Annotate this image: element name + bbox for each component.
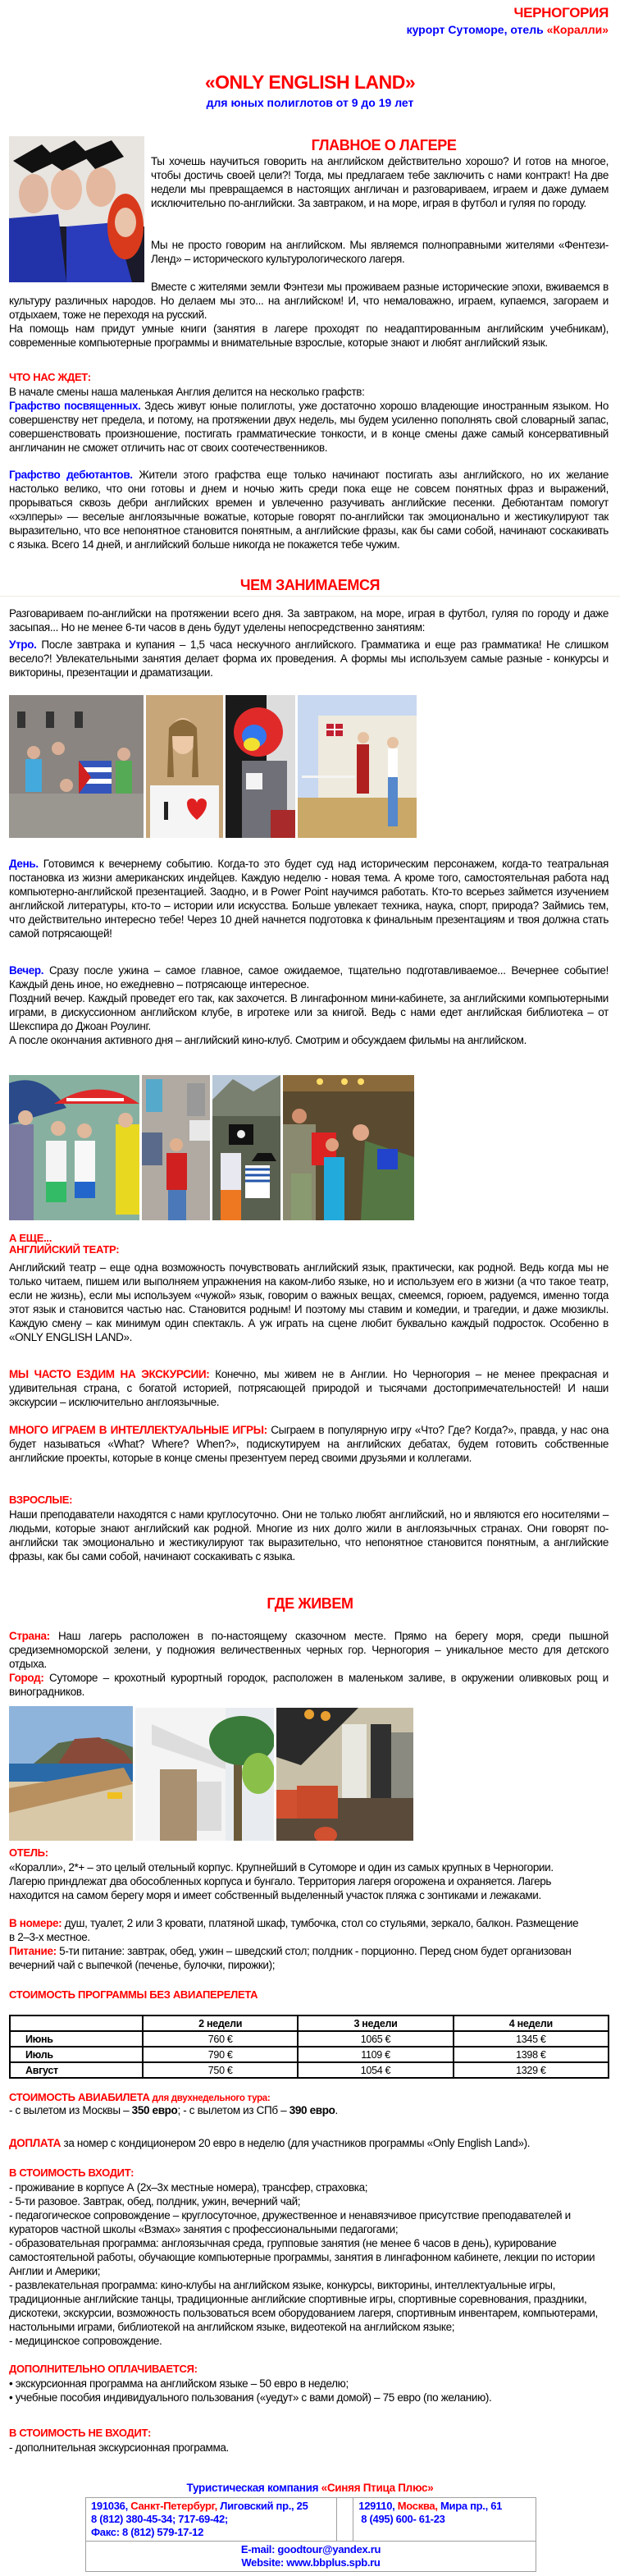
photo-montenegro-image	[146, 695, 223, 838]
county-initiated	[9, 399, 609, 455]
beach-umbrellas-photo	[9, 1706, 133, 1841]
group-with-flag-photo	[9, 695, 144, 838]
photo-star-image	[142, 1075, 210, 1220]
about-title: ГЛАВНОЕ О ЛАГЕРЕ	[311, 137, 457, 153]
county-initiated-label: Графство посвященных.	[9, 400, 141, 412]
hotel-building-palm-photo	[135, 1708, 274, 1841]
price-row	[10, 2047, 609, 2062]
excursions-label: МЫ ЧАСТО ЕЗДИМ НА ЭКСКУРСИИ:	[9, 1368, 210, 1380]
late-evening-paragraph: Поздний вечер. Каждый проведет его так, как захочется. В лингафонном мини-кабинете, за английскими компьютерными играми, в дискуссионном английском клубе, в игротеке или за книгой. Ведь с нами едет английская библиотека – от Шекспира до Джоан Роулинг.	[9, 992, 609, 1032]
spb-address	[91, 2500, 331, 2513]
msk-street: Мира пр., 61	[437, 2500, 503, 2512]
room-text: душ, туалет, 2 или 3 кровати, платяной шкаф, тумбочка, стол со стульями, зеркало, балкон. Размещение в 2–3-х местное.	[9, 1917, 579, 1943]
group-graduates-photo	[9, 136, 144, 282]
paid-extra-item: • экскурсионная программа на английском языке – 50 евро в неделю;	[9, 2377, 349, 2390]
hotel-paragraph: «Коралли», 2*+ – это целый отельный корпус. Крупнейший в Сутоморе и один из самых крупных в Черногории. Лагерю приндлежат два обособленных корпуса и бунгало. Территория лагеря огорожена и охраняется. Лагерь находится на самом берегу моря и имеет собственный выделенный участок пляжа с зонтиками и лежаками.	[9, 1861, 554, 1901]
games-paragraph	[9, 1423, 609, 1465]
spacer-cell	[336, 2498, 353, 2542]
food-text: 5-ти питание: завтрак, обед, ужин – шведский стол; полдник - порционно. Перед сном будет организован вечерний чай с выпечкой (печенье, булочки, пирожки);	[9, 1945, 572, 1971]
flight-title-suffix: для двухнедельного тура:	[149, 2093, 271, 2103]
country-text: Наш лагерь расположен в по-настоящему сказочном месте. Прямо на берегу моря, среди пышной средиземноморской зелени, у подножия величественных черных гор. Черногория – уникальное место для детского отдыха.	[9, 1630, 609, 1670]
room-paragraph	[9, 1916, 583, 1944]
morning-label: Утро.	[9, 638, 37, 651]
city-label: Город:	[9, 1672, 44, 1684]
evening-paragraph	[9, 963, 609, 991]
online-contacts	[86, 2542, 536, 2572]
adults-title: ВЗРОСЛЫЕ:	[9, 1494, 73, 1506]
expect-title: ЧТО НАС ЖДЕТ:	[9, 371, 91, 383]
contacts-table	[85, 2497, 536, 2572]
price-cell: 790 €	[143, 2047, 298, 2062]
price-cell: 1065 €	[298, 2031, 453, 2047]
morning-paragraph	[9, 638, 609, 679]
photo-lobby-image	[276, 1708, 413, 1841]
surcharge-label: ДОПЛАТА	[9, 2137, 62, 2149]
included-item: - педагогическое сопровождение – круглосуточное, дружественное и ненавязчивое присутствие преподавателей и кураторов частной школы «Взмах» занятия с профессиональными педагогами;	[9, 2209, 571, 2235]
flight-price-title	[9, 2091, 270, 2103]
included-item: - медицинское сопровождение.	[9, 2335, 162, 2347]
spb-office	[86, 2498, 337, 2542]
extra-title	[9, 1233, 119, 1256]
surcharge-text: за номер с кондиционером 20 евро в неделю (для участников программы «Only English Land»).	[61, 2137, 531, 2149]
flight-spb-price: 390 евро	[289, 2104, 335, 2116]
activities-title: ЧЕМ ЗАНИМАЕМСЯ	[239, 577, 381, 593]
about-paragraph-3-text: Вместе с жителями земли Фэнтези мы проживаем разные исторические эпохи, вживаемся в культуру различных народов. Но делаем мы это... на английском! И, что немаловажно, играем, купаемся, загораем и отдыхаем, тоже не переходя на русский.	[9, 281, 609, 321]
flight-moscow-price: 350 евро	[131, 2104, 178, 2116]
company-title	[0, 2482, 620, 2494]
price-col-empty	[10, 2016, 143, 2031]
spb-city: Санкт-Петербург,	[130, 2500, 217, 2512]
photo-umbrellas-image	[9, 1075, 139, 1220]
msk-phones[interactable]: 8 (495) 600- 61-23	[361, 2513, 445, 2525]
price-cell: 1398 €	[454, 2047, 609, 2062]
msk-office	[353, 2498, 536, 2542]
games-text: Сыграем в популярную игру «Что? Где? Когда?», правда, у нас она будет называться «What? Where? When?», подискутируем на английских дебатах, будем готовить собственные английские проекты, которые в конце смены презентуем перед своими друзьями и коллегами.	[9, 1424, 609, 1464]
resort-text: курорт Сутоморе, отель	[406, 23, 547, 36]
program-subtitle: для юных полиглотов от 9 до 19 лет	[206, 96, 414, 109]
price-row	[10, 2062, 609, 2078]
spb-fax: Факс: 8 (812) 579-17-12	[91, 2526, 204, 2538]
about-paragraph-4: На помощь нам придут умные книги (занятия в лагере проходят по неадаптированным английским учебникам), современные компьютерные программы и внимательные взрослые, которые знают и любят английский язык.	[9, 323, 609, 349]
price-col-3weeks: 3 недели	[298, 2016, 453, 2031]
day-label: День.	[9, 858, 39, 870]
price-cell: 1329 €	[454, 2062, 609, 2078]
msk-address	[358, 2500, 531, 2513]
photo-stage-image	[298, 695, 417, 838]
food-label: Питание:	[9, 1945, 57, 1957]
flight-moscow-prefix: - с вылетом из Москвы –	[9, 2104, 132, 2116]
included-item: - развлекательная программа: кино-клубы на английском языке, конкурсы, викторины, интеллектуальные игры, традиционные английские танцы, традиционные английские спортивные игры, спортивные соревнования, праздники, дискотеки, экскурсии, возможность пользоваться всем оборудованием лагеря, спортивным инвентарем, компьютерами, настольными играми, библиотекой на английском языке, видеотекой на английском языке;	[9, 2279, 598, 2333]
country-title: ЧЕРНОГОРИЯ	[513, 5, 609, 21]
country-paragraph	[9, 1629, 609, 1671]
not-included-item: - дополнительная экскурсионная программа.	[9, 2441, 229, 2454]
girl-i-love-montenegro-photo	[146, 695, 223, 838]
flight-prices	[9, 2103, 609, 2117]
county-debutants-label: Графство дебютантов.	[9, 469, 133, 481]
excursions-text: Конечно, мы живем не в Англии. Но Черногория – не менее прекрасная и удивительная страна, с богатой историей, потрясающей природой и тысячами достопримечательностей! И наши экскурсии – исключительно англоязычные.	[9, 1368, 609, 1408]
outdoor-stage-play-photo	[298, 695, 417, 838]
price-cell: 1109 €	[298, 2047, 453, 2062]
price-cell: 750 €	[143, 2062, 298, 2078]
costume-party-photo	[283, 1075, 414, 1220]
evening-label: Вечер.	[9, 964, 44, 977]
included-list	[9, 2180, 609, 2348]
day-text: Готовимся к вечернему событию. Когда-то это будет суд над историческим персонажем, когда-то театральная постановка из жизни американских индейцев. Каждую неделю - новая тема. А кроме того, самостоятельная работа над компьютерно-английской презентацией. Заодно, и в Power Point научимся работать. Кто-то всерьез займется изучением английской литературы, кто-то – истории или искусства. Больше увлекает техника, наука, спорт, природа? Займись тем, что действительно интересно тебе! Через 10 дней начнется подготовка к финальным презентациям и твоя должна стать самой потрясающей!	[9, 858, 609, 940]
photo-flag-image	[9, 695, 144, 838]
adults-paragraph: Наши преподаватели находятся с нами круглосуточно. Они не только любят английский, но и являются его носителями – людьми, которые знают английский как родной. Многие из них долго жили в англоязычных странах. Они говорят по-английски так эмоционально и жестикулируют так выразительно, что непонятное становится понятным, а английские фразы, как бы сами собой, начинают соскакивать с языка.	[9, 1508, 609, 1563]
price-row	[10, 2031, 609, 2047]
county-initiated-text: Здесь живут юные полиглоты, уже достаточно хорошо владеющие иностранным языком. Но совершенству нет предела, и потому, на протяжении двух недель, мы будем усиленно пополнять свой словарный запас, совершенствовать произношение, постигать грамматические тонкости, и в конце смены даже самый консервативный англичанин не сможет отличить нас от своих соотечественников.	[9, 400, 609, 454]
about-paragraph-3	[9, 280, 609, 322]
excursions-paragraph	[9, 1367, 609, 1409]
costume-wig-photo	[226, 695, 295, 838]
price-col-2weeks: 2 недели	[143, 2016, 298, 2031]
photo-wig-image	[226, 695, 295, 838]
hotel-name: «Коралли»	[546, 23, 609, 36]
included-item: - образовательная программа: англоязычная среда, групповые занятия (не менее 6 часов в день), курирование самостоятельной работы, обучающие компьютерные программы, занятия в лингафонном кабинете, лекции по истории Англии и Америки;	[9, 2237, 595, 2277]
expect-intro: В начале смены наша маленькая Англия делится на несколько графств:	[9, 386, 365, 398]
city-paragraph	[9, 1671, 609, 1699]
price-row-month: Июнь	[10, 2031, 143, 2047]
surcharge-paragraph	[9, 2136, 609, 2150]
included-title: В СТОИМОСТЬ ВХОДИТ:	[9, 2166, 134, 2179]
website-link[interactable]: Website: www.bbplus.spb.ru	[241, 2556, 381, 2569]
price-row-month: Июль	[10, 2047, 143, 2062]
games-label: МНОГО ИГРАЕМ В ИНТЕЛЛЕКТУАЛЬНЫЕ ИГРЫ:	[9, 1424, 267, 1436]
company-name: «Синяя Птица Плюс»	[321, 2482, 434, 2494]
county-debutants	[9, 468, 609, 551]
price-cell: 1054 €	[298, 2062, 453, 2078]
price-col-4weeks: 4 недели	[454, 2016, 609, 2031]
food-paragraph	[9, 1944, 609, 1972]
resort-subtitle	[407, 23, 609, 36]
spb-street: Лиговский пр., 25	[217, 2500, 308, 2512]
cinema-paragraph: А после окончания активного дня – английский кино-клуб. Смотрим и обсуждаем фильмы на английском.	[9, 1034, 527, 1046]
photo-graduates-image	[9, 136, 144, 282]
city-text: Сутоморе – крохотный курортный городок, расположен в маленьком заливе, в окружении оливковых рощ и виноградников.	[9, 1672, 609, 1698]
photo-beach-image	[9, 1706, 133, 1841]
photo-hotel-image	[135, 1708, 274, 1841]
photo-party-image	[283, 1075, 414, 1220]
price-table-header	[10, 2016, 609, 2031]
flight-spb-prefix: ; - с вылетом из СПб –	[177, 2104, 289, 2116]
included-item: - проживание в корпусе А (2х–3х местные номера), трансфер, страховка;	[9, 2181, 368, 2194]
star-lying-photo	[142, 1075, 210, 1220]
theatre-paragraph: Английский театр – еще одна возможность почувствовать английский язык, практически, как родной. Ведь когда мы не только читаем, пишем или выполняем упражнения на каком-либо языке, но и используем его в жизни (а что такое театр, если не жизнь), если мы используем «чужой» язык, говорим о важных вещах, смеемся, горюем, радуемся, именно тогда этот язык и становится частью нас. Становится родным! И поэтому мы ставим и комедии, и трагедии, и даже мюзиклы. Каждую смену – как минимум один спектакль. А уж играть на сцене любит буквально каждый подросток. Особенно в «ONLY ENGLISH LAND».	[9, 1261, 609, 1343]
price-row-month: Август	[10, 2062, 143, 2078]
prices-title: СТОИМОСТЬ ПРОГРАММЫ БЕЗ АВИАПЕРЕЛЕТА	[9, 1988, 258, 2001]
paid-extra-title: ДОПОЛНИТЕЛЬНО ОПЛАЧИВАЕТСЯ:	[9, 2363, 198, 2375]
country-label: Страна:	[9, 1630, 50, 1642]
price-table	[9, 2015, 609, 2079]
hotel-lobby-photo	[276, 1708, 413, 1841]
price-cell: 1345 €	[454, 2031, 609, 2047]
included-item: - 5-ти разовое. Завтрак, обед, полдник, ужин, вечерний чай;	[9, 2195, 301, 2208]
about-paragraph-1: Ты хочешь научиться говорить на английском действительно хорошо? И готов на многое, чтобы достичь своей цели?! Тогда, мы предлагаем тебе заключить с нами контракт! На две недели мы превращаемся в настоящих англичан и разговариваем, играем и даже думаем исключительно по-английски. За завтраком, и на море, играя в футбол и гуляя по городу.	[151, 155, 609, 209]
company-title-prefix: Туристическая компания	[186, 2482, 321, 2494]
morning-text: После завтрака и купания – 1,5 часа нескучного английского. Грамматика и еще раз грамматика! Не слишком весело?! Увлекательными занятия делает форма их проведения. А формы мы используем самые разные - конкурсы и викторины, презентации и драматизации.	[9, 638, 609, 679]
msk-city: Москва,	[397, 2500, 438, 2512]
flight-title: СТОИМОСТЬ АВИАБИЛЕТА	[9, 2091, 150, 2103]
program-title: «ONLY ENGLISH LAND»	[204, 71, 416, 93]
evening-text: Сразу после ужина – самое главное, самое ожидаемое, тщательно подготавливаемое... Вечернее событие! Каждый день иное, но ежедневно – потрясающе интересное.	[9, 964, 609, 991]
day-paragraph	[9, 857, 609, 940]
umbrellas-group-photo	[9, 1075, 139, 1220]
spb-zip: 191036,	[91, 2500, 131, 2512]
living-title: ГДЕ ЖИВЕМ	[267, 1595, 353, 1612]
photo-pirates-image	[212, 1075, 280, 1220]
hotel-title: ОТЕЛЬ:	[9, 1846, 48, 1859]
room-label: В номере:	[9, 1917, 62, 1929]
activities-intro: Разговариваем по-английски на протяжении всего дня. За завтраком, на море, играя в футбол, гуляя по городу и даже засыпая... Но не менее 6-ти часов в день будут уделены непосредственно занятиям:	[9, 607, 609, 634]
extra-title-line-1: А ЕЩЕ...	[9, 1232, 52, 1244]
paid-extra-list	[9, 2377, 609, 2404]
pirates-group-photo	[212, 1075, 280, 1220]
county-debutants-text: Жители этого графства еще только начинают постигать азы английского, но их желание настолько велико, что они готовы и днем и ночью жить среди пока еще не совсем понятных фраз и выражений, прорываться сквозь дебри английских времен и увлеченно разучивать английские песенки. Дебютантам помогут «хэлперы» — веселые англоязычные вожатые, которые говорят по-английски так эмоционально и жестикулируют так выразительно, что все непонятное становится понятным, а английские фразы, как бы сами собой, начинают соскакивать с языка. Всего 14 дней, и английский больше никогда не покажется тебе чужим.	[9, 469, 609, 551]
flight-end: .	[335, 2104, 338, 2116]
divider	[0, 596, 620, 597]
not-included-title: В СТОИМОСТЬ НЕ ВХОДИТ:	[9, 2427, 151, 2439]
extra-title-line-2: АНГЛИЙСКИЙ ТЕАТР:	[9, 1243, 120, 1256]
about-paragraph-2: Мы не просто говорим на английском. Мы являемся полноправными жителями «Фентези-Ленд» – исторического культурологического лагеря.	[151, 239, 609, 265]
not-included-list	[9, 2441, 609, 2455]
paid-extra-item: • учебные пособия индивидуального пользования («уедут» с вами домой) – 75 евро (по желанию).	[9, 2391, 492, 2404]
price-cell: 760 €	[143, 2031, 298, 2047]
msk-zip: 129110,	[358, 2500, 398, 2512]
spb-phones[interactable]: 8 (812) 380-45-34; 717-69-42;	[91, 2513, 228, 2525]
email-link[interactable]: E-mail: goodtour@yandex.ru	[240, 2543, 381, 2555]
